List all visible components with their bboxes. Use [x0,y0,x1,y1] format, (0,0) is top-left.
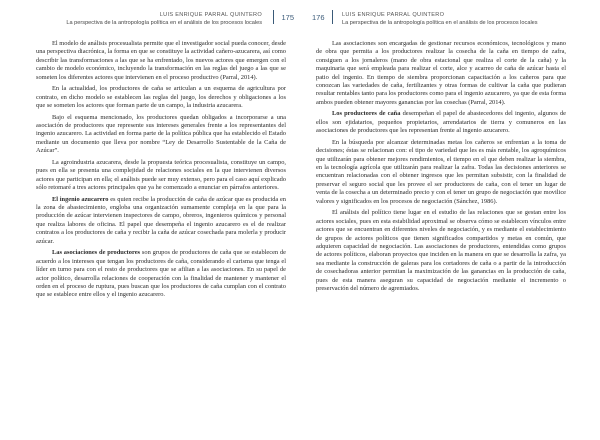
right-page-number: 176 [312,13,325,22]
paragraph [316,139,566,206]
paragraph [316,209,566,293]
paragraph-text: En la búsqueda por alcanzar determinadas metas los cañeros se enfrentan a la toma de decisiones; éstas se relacionan con: el tipo de variedad que les es más rentable, los agroquímicos que utilizarán para obtener mejores rendimientos, el tiempo en el que deben realizar la siembra, en la tecnología agrícola que utilizarán para realizar la zafra. Todas las decisiones anteriores se encuentran relacionadas con el obtener ingresos que les permitan subsistir, con la finalidad de preservar el seguro social que les provee el ser productores de caña, con el tener un lugar de venta de la cosecha a un determinado precio y con el tener un grupo de negociación que movilice valores y significados en los procesos de negociación (Sánchez, 1986). [316,138,566,205]
paragraph-text: En la actualidad, los productores de caña se articulan a un esquema de agricultura por contrato, en dicho modelo se establecen las reglas del juego, los derechos y obligaciones a los que se someten los actores que forman parte de un campo, la industria azucarera. [36,85,286,110]
right-page [302,0,578,440]
left-running-header [28,0,304,36]
paragraph [36,114,286,156]
paragraph-text: La agroindustria azucarera, desde la propuesta teórica procesualista, constituye un campo, pues en ella se presenta una complejidad de relaciones sociales en la que intervienen diversos actores que participan en ella; el análisis puede ser muy extenso, pero para el caso aquí explicado sólo retomaré a tres actores principales que ya he comenzado a enunciar en párrafos anteriores. [36,158,286,192]
paragraph-lead: El ingenio azucarero [52,195,109,203]
left-header-author: LUIS ENRIQUE PARRAL QUINTERO [159,12,262,18]
paragraph [36,159,286,193]
paragraph-text: son grupos de productores de caña que se establecen de acuerdo a los intereses que tengan los productores de caña, considerando el carisma que tenga el líder en turno para con el resto de productores que se afilian a las asociaciones. En su papel de actor político, desarrolla relaciones de cooperación con la finalidad de mantener y mantener el orden en el proceso de ruptura, pues buscan que los productores de caña cumplan con el contrato que se establece entre ellos y el ingenio azucarero. [36,249,287,299]
right-body [302,36,578,293]
left-header-divider [273,10,274,24]
paragraph [36,196,286,246]
left-page-number: 175 [281,13,294,22]
right-header-author: LUIS ENRIQUE PARRAL QUINTERO [342,12,445,18]
paragraph-text: El análisis del político tiene lugar en el estudio de las relaciones que se gestan entre los actores sociales, pues en esta estabilidad aproximal se observa cómo se establecen vínculos entre actores que se encuentran en diferentes niveles de negociación, y es mediante el establecimiento de grupos de actores políticos que tienen significados compartidos y metas en común, que adquieren capacidad de negociación. Las asociaciones de productores, entendidas como grupos de actores políticos, elaboran proyectos que inciden en la manera en que se desarrolla la zafra, ya sea mediante la construcción de galeras para los cortadores de caña o a partir de la introducción de cosechadoras anterior permitan la maximización de las ganancias en la producción de caña, pues de esta manera aseguran su capacidad de negociación mediante el incremento o preservación del número de agremiados. [316,209,566,292]
paragraph-text: Las asociaciones son encargadas de gestionar recursos económicos, tecnológicos y mano de obra que permita a los productores realizar la cosecha de la caña en tiempo de zafra, consiguen a los jornaleros (mano de obra estacional que realiza el corte de la caña) y la maquinaria que será empleada para realizar el corte, alce y acarreo de caña de azúcar hasta el patio del ingenio. En tiempo de siembra proporcionan capacitación a los cañeros para que conozcan las variedades de caña, fertilizantes y otras formas de cultivar la caña que pudieran resultar rentables tanto para los productores como para el ingenio azucarero, ya que de esta forma ambos pueden obtener mayores ganancias por las cosechas (Parral, 2014). [316,40,566,106]
paragraph [36,40,286,82]
paragraph [36,85,286,110]
paragraph-text: desempeñan el papel de abastecedores del ingenio, algunos de ellos son ejidatarios, pequeños propietarios, arrendatarios de tierra y comuneros en las asociaciones de productores que les representan frente al ingenio azucarero. [316,110,566,135]
paragraph-text: es quien recibe la producción de caña de azúcar que es producida en la zona de abastecimiento, engloba una organización sumamente compleja en la que para la producción de azúcar intervienen inspectores de campo, obreros, ingenieros químicos y personal que realiza labores de oficina. El papel que desempeña el ingenio azucarero es el de realizar contratos a los productores de caña y recibir la caña de azúcar cosechada para molerla y producir azúcar. [36,195,286,245]
paragraph-text: El modelo de análisis procesualista permite que el investigador social pueda conocer, desde una perspectiva diacrónica, la forma en que se constituye la actividad cañero-azucarera, así como describir las transformaciones a las que se ha enfrentado, los nuevos actores que emergen con el cambio de modelo económico, incluyendo la transformación en las reglas del juego a las que se someten los diferentes actores que intervienen en el proceso productivo (Parral, 2014). [36,40,286,81]
paragraph [36,249,286,299]
left-body [28,36,304,300]
right-header-divider [332,10,333,24]
paragraph-text: Bajo el esquema mencionado, los productores quedan obligados a incorporarse a una asociación de productores que represente sus intereses generales frente a los representantes del ingenio azucarero. La actividad en forma parte de la política pública que ha establecido el Estado mediante un documento que lleva por nombre “Ley de Desarrollo Sustentable de la Caña de Azúcar”. [36,113,286,155]
left-page [28,0,304,440]
left-header-text [66,12,262,26]
paragraph-lead: Las asociaciones de productores [52,249,141,257]
paragraph [316,110,566,135]
paragraph [316,40,566,107]
right-header-title: La perspectiva de la antropología política en el análisis de los procesos locales [342,20,538,26]
paragraph-lead: Los productores de caña [332,110,401,118]
left-header-title: La perspectiva de la antropología política en el análisis de los procesos locales [66,20,262,26]
right-running-header [302,0,578,36]
right-header-text [342,12,538,26]
